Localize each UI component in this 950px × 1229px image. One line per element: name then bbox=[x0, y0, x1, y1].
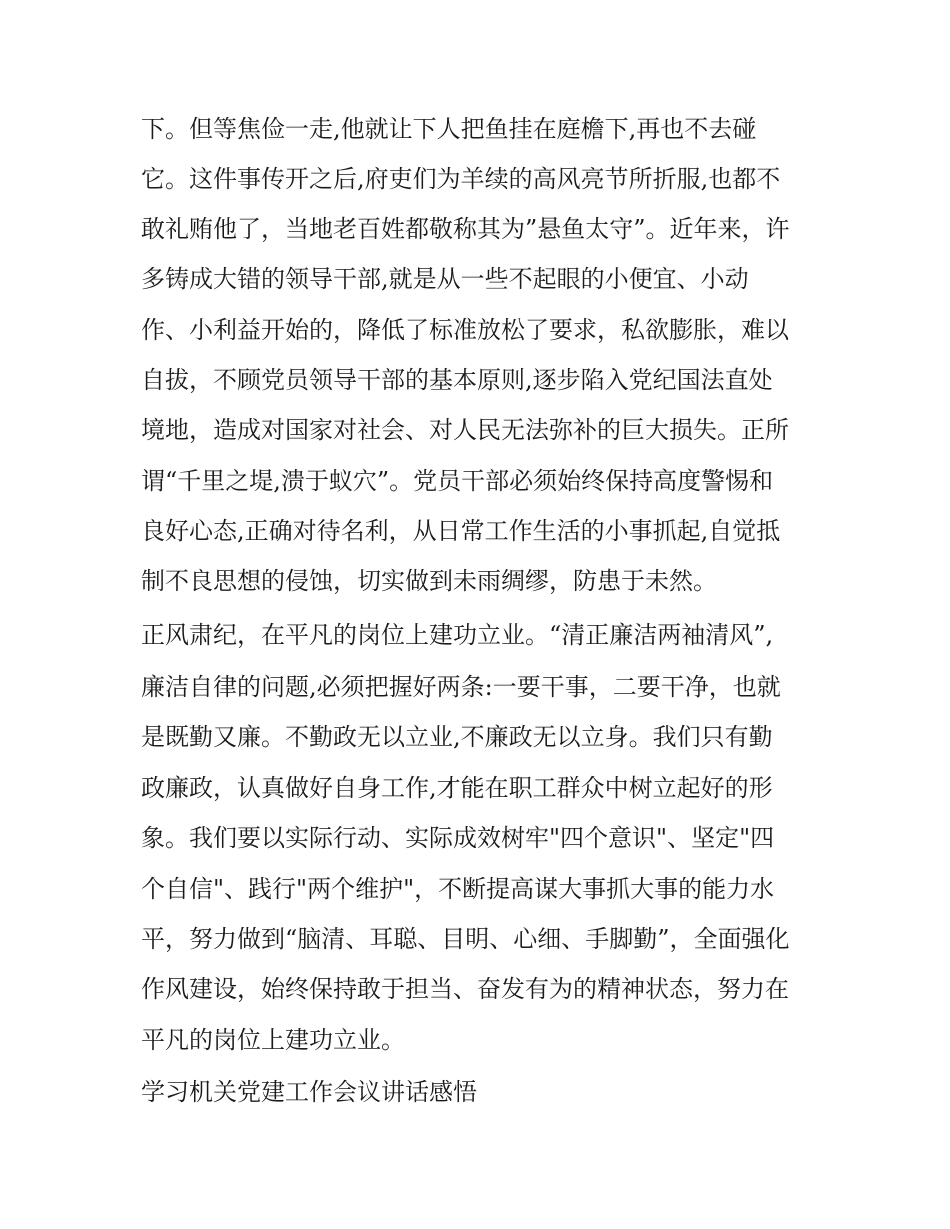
text-line: 是既勤又廉。不勤政无以立业,不廉政无以立身。我们只有勤 bbox=[141, 723, 773, 751]
text-line: 下。但等焦俭一走,他就让下人把鱼挂在庭檐下,再也不去碰 bbox=[141, 115, 757, 143]
text-line: 自拔，不顾党员领导干部的基本原则,逐步陷入党纪国法直处 bbox=[141, 366, 773, 394]
paragraph-first-line: 正风肃纪，在平凡的岗位上建功立业。“清正廉洁两袖清风”, bbox=[141, 621, 774, 649]
text-line: 象。我们要以实际行动、实际成效树牢"四个意识"、坚定"四 bbox=[141, 824, 775, 852]
text-line: 谓“千里之堤,溃于蚁穴”。党员干部必须始终保持高度警惕和 bbox=[141, 467, 774, 495]
text-line: 作、小利益开始的，降低了标准放松了要求，私欲膨胀，难以 bbox=[141, 316, 789, 344]
text-line: 政廉政，认真做好自身工作,才能在职工群众中树立起好的形 bbox=[141, 774, 773, 802]
text-line: 平，努力做到“脑清、耳聪、目明、心细、手脚勤”，全面强化 bbox=[141, 925, 790, 953]
text-line: 平凡的岗位上建功立业。 bbox=[141, 1026, 405, 1054]
text-line: 它。这件事传开之后,府吏们为羊续的高风亮节所折服,也都不 bbox=[141, 165, 781, 193]
section-heading: 学习机关党建工作会议讲话感悟 bbox=[141, 1078, 477, 1106]
text-line: 境地，造成对国家对社会、对人民无法弥补的巨大损失。正所 bbox=[141, 416, 789, 444]
text-line: 敢礼贿他了，当地老百姓都敬称其为”悬鱼太守”。近年来，许 bbox=[141, 215, 790, 243]
text-line: 制不良思想的侵蚀，切实做到未雨绸缪，防患于未然。 bbox=[141, 567, 717, 595]
text-line: 个自信"、践行"两个维护"，不断提高谋大事抓大事的能力水 bbox=[141, 875, 775, 903]
text-line: 廉洁自律的问题,必须把握好两条:一要干事，二要干净，也就 bbox=[141, 673, 781, 701]
text-line: 多铸成大错的领导干部,就是从一些不起眼的小便宜、小动 bbox=[141, 265, 749, 293]
text-line: 良好心态,正确对待名利，从日常工作生活的小事抓起,自觉抵 bbox=[141, 517, 781, 545]
text-line: 作风建设，始终保持敢于担当、奋发有为的精神状态，努力在 bbox=[141, 975, 789, 1003]
